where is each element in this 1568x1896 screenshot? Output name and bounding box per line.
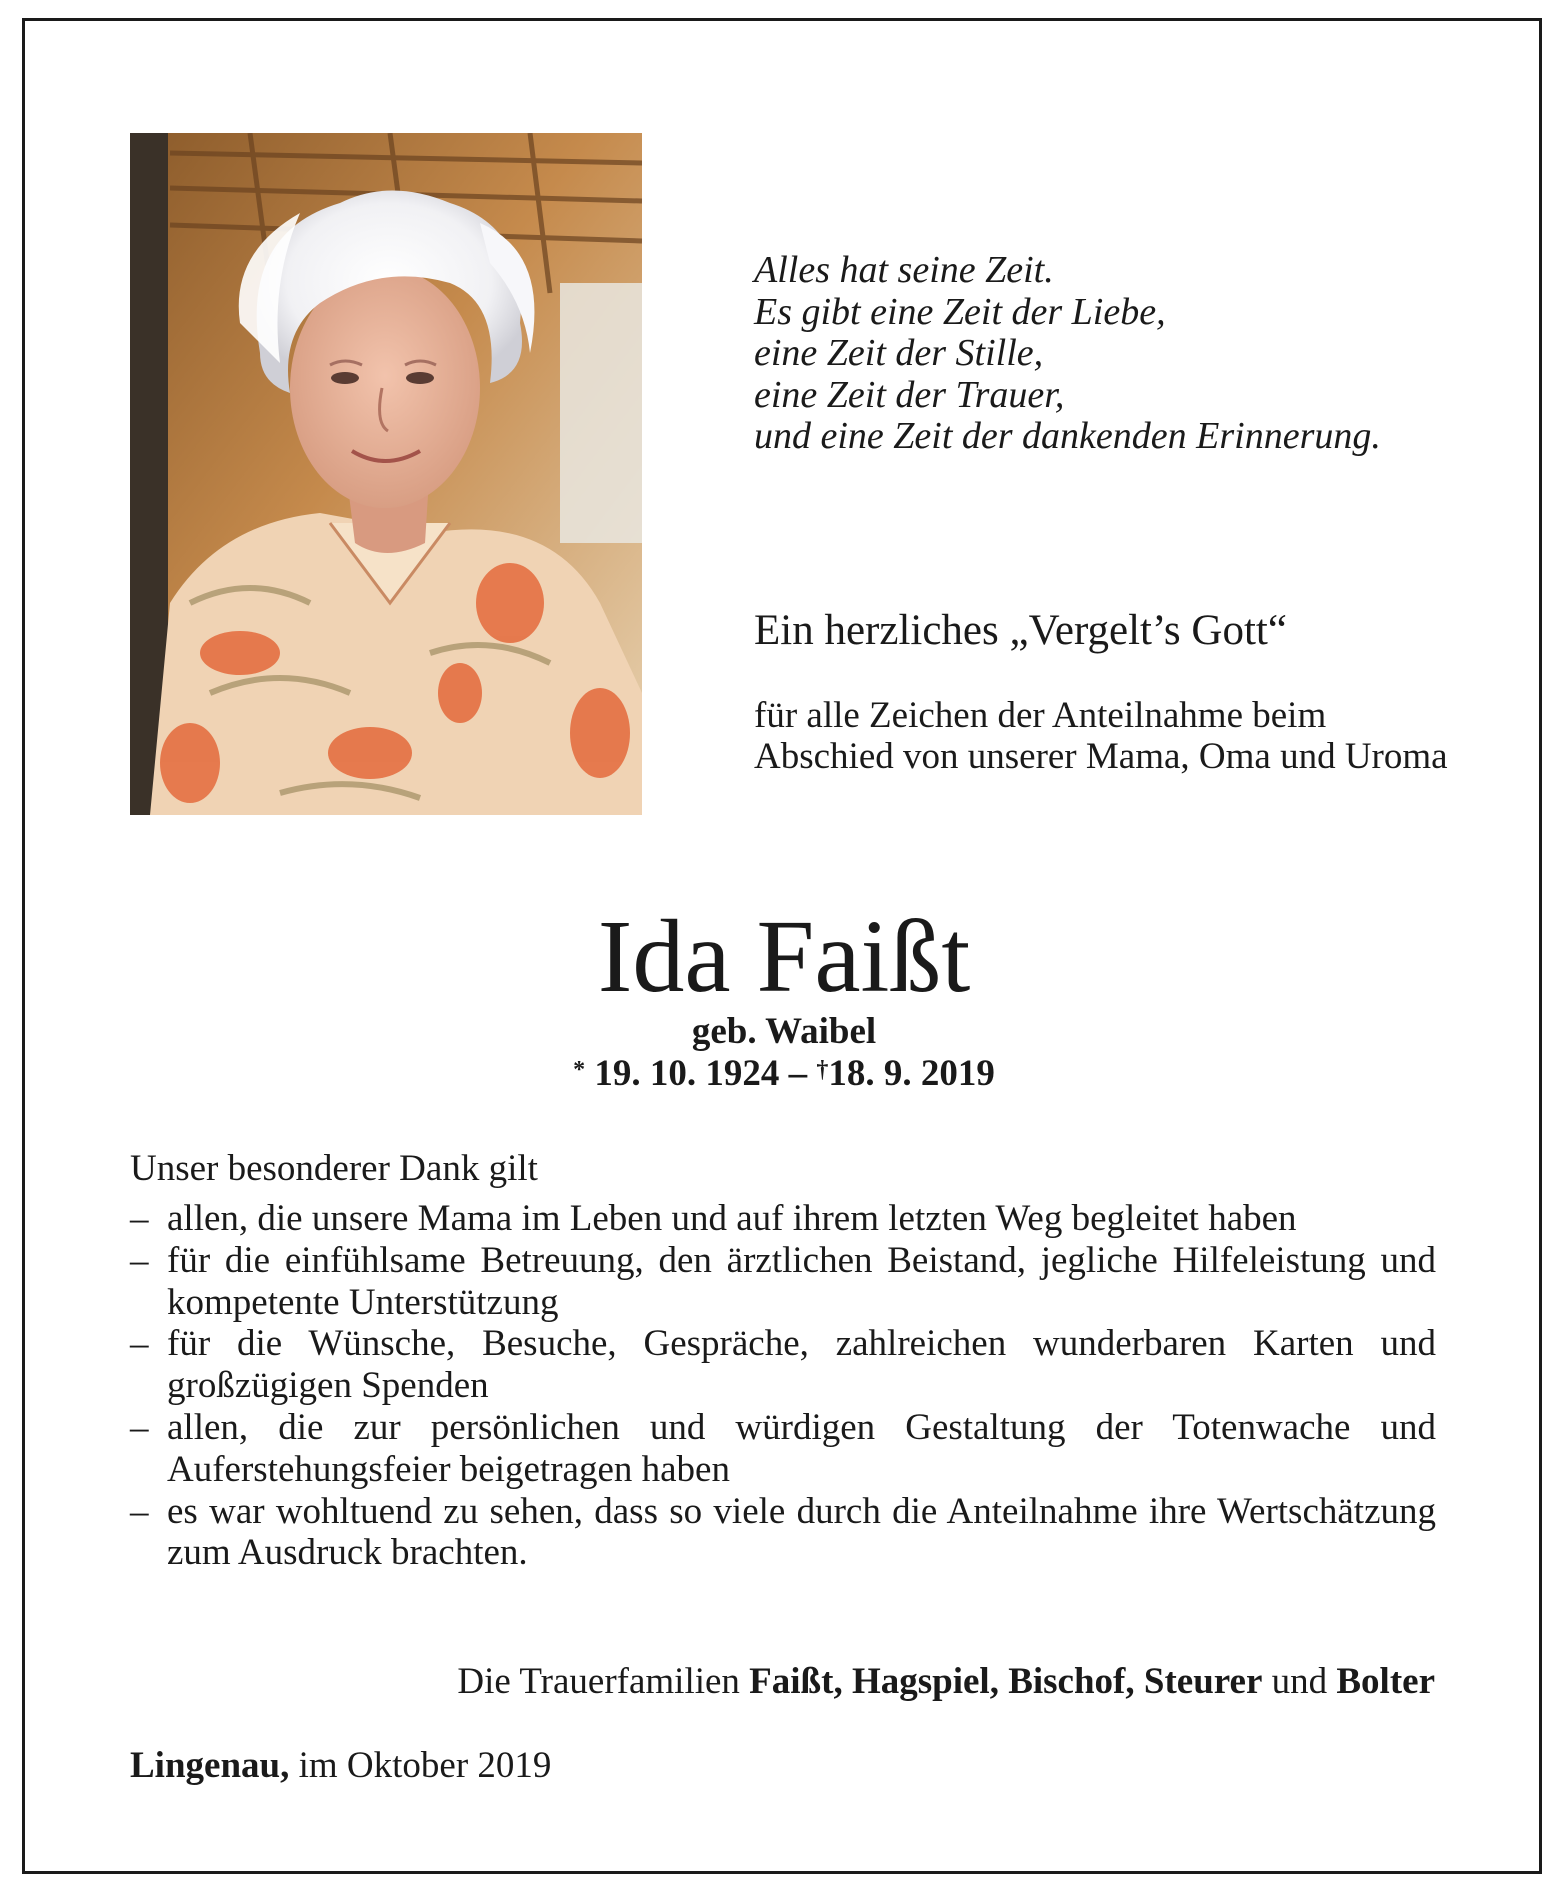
poem-line: Es gibt eine Zeit der Liebe, — [754, 290, 1166, 333]
poem-line: eine Zeit der Stille, — [754, 332, 1044, 374]
thanks-list — [130, 1198, 1436, 1574]
portrait-photo — [130, 133, 642, 815]
families-prefix: Die Trauerfamilien — [457, 1661, 740, 1702]
thanks-heading: Unser besonderer Dank gilt — [130, 1148, 538, 1189]
life-dates — [0, 1052, 1568, 1096]
intro-text: für alle Zeichen der Anteilnahme beim Abschied von unserer Mama, Oma und Uroma — [754, 695, 1448, 777]
list-item: – für die einfühlsame Betreuung, den ärztlichen Beistand, jegliche Hilfeleistung und kompetente Unterstützung — [130, 1240, 1436, 1324]
poem-line: und eine Zeit der dankenden Erinnerung. — [754, 415, 1381, 457]
poem — [754, 250, 1494, 458]
list-item: – allen, die zur persönlichen und würdigen Gestaltung der Totenwache und Auferstehungsfeier beigetragen haben — [130, 1407, 1436, 1491]
date-separator: – — [788, 1053, 808, 1094]
list-item: – es war wohltuend zu sehen, dass so viele durch die Anteilnahme ihre Wertschätzung zum Ausdruck brachten. — [130, 1491, 1436, 1575]
list-item: – allen, die unsere Mama im Leben und auf ihrem letzten Weg begleitet haben — [130, 1198, 1436, 1240]
closing-date: im Oktober 2019 — [298, 1745, 552, 1786]
families-conjunction: und — [1271, 1661, 1328, 1702]
family-name-last: Bolter — [1336, 1661, 1435, 1702]
poem-line: eine Zeit der Trauer, — [754, 373, 1065, 416]
list-item: – für die Wünsche, Besuche, Gespräche, zahlreichen wunderbaren Karten und großzügigen Spenden — [130, 1323, 1436, 1407]
family-names: Faißt, Hagspiel, Bischof, Steurer — [749, 1661, 1263, 1702]
place-name: Lingenau, — [130, 1745, 290, 1786]
death-symbol: † — [816, 1057, 829, 1083]
deceased-name: Ida Faißt — [597, 899, 971, 1014]
birth-name: geb. Waibel — [691, 1011, 877, 1052]
death-date: 18. 9. 2019 — [828, 1053, 995, 1094]
greeting-heading: Ein herzliches „Vergelt’s Gott“ — [754, 607, 1287, 654]
family-signature — [457, 1660, 1435, 1703]
birth-date: 19. 10. 1924 — [594, 1053, 780, 1094]
birth-symbol: * — [573, 1057, 586, 1083]
place-and-date — [130, 1744, 551, 1787]
poem-line: Alles hat seine Zeit. — [754, 249, 1054, 291]
